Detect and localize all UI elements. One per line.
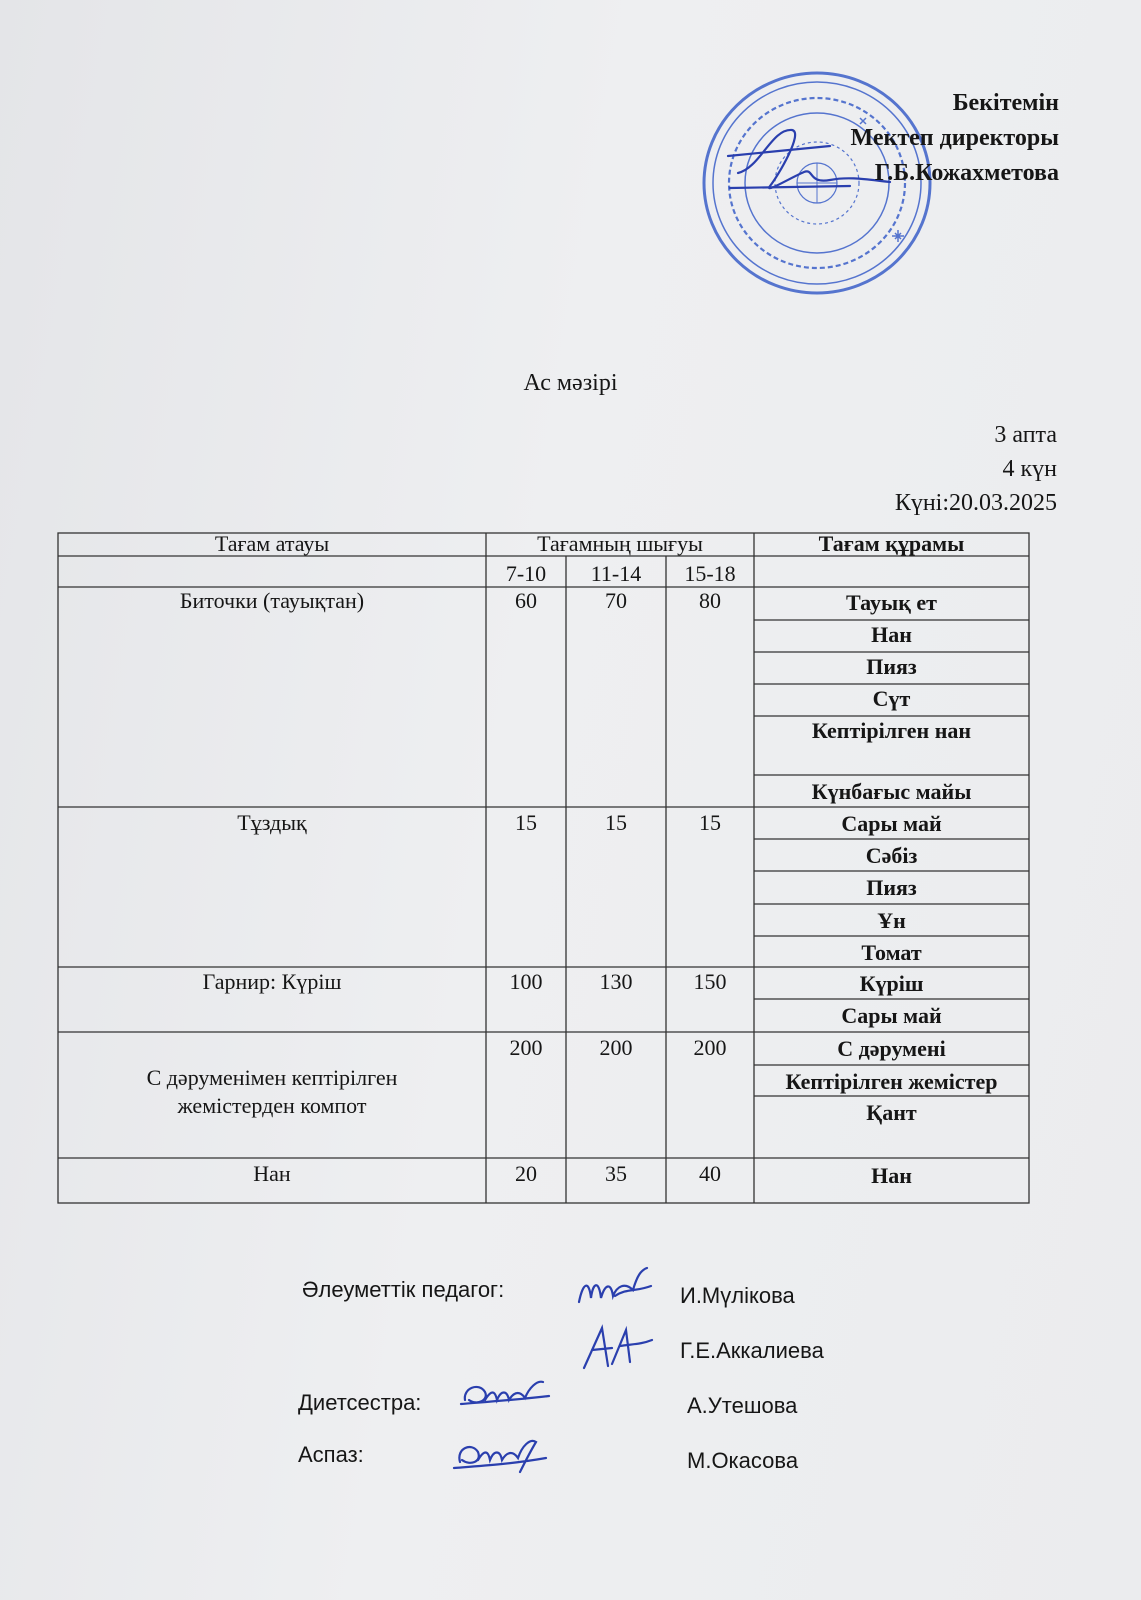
header-composition: Тағам құрамы (818, 531, 965, 556)
approval-title: Бекітемін (952, 90, 1059, 116)
header-dish-name: Тағам атауы (214, 531, 330, 556)
portion-15-18: 200 (693, 1035, 727, 1060)
portion-7-10: 60 (515, 588, 537, 613)
signature-uteshova (455, 1370, 555, 1416)
ingredient: Сәбіз (865, 843, 918, 868)
week-label: 3 апта (994, 422, 1057, 448)
dish-name: Гарнир: Күріш (202, 969, 342, 994)
approval-block (851, 86, 1059, 191)
signature-okasova (450, 1428, 550, 1478)
day-label: 4 күн (1002, 456, 1057, 482)
social-pedagogue-label: Әлеуметтік педагог: (302, 1277, 505, 1302)
portion-11-14: 200 (599, 1035, 633, 1060)
cook-label: Аспаз: (298, 1442, 364, 1467)
dish-name: Тұздық (237, 810, 307, 835)
dish-name-line2: жемістерден компот (177, 1093, 367, 1118)
age-group-7-10: 7-10 (505, 561, 547, 586)
portion-11-14: 35 (605, 1161, 627, 1186)
portion-11-14: 70 (605, 588, 627, 613)
social-pedagogue-name-2: Г.Е.Аккалиева (680, 1338, 824, 1363)
portion-15-18: 150 (693, 969, 727, 994)
signature-akkalieva (578, 1320, 658, 1376)
portion-7-10: 20 (515, 1161, 537, 1186)
dish-name: Биточки (тауықтан) (179, 588, 365, 613)
ingredient: Кептірілген жемістер (785, 1069, 998, 1094)
portion-7-10: 100 (509, 969, 543, 994)
dish-name-line1: С дәруменімен кептірілген (146, 1065, 398, 1090)
approval-director-name: Г.Б.Кожахметова (874, 160, 1059, 186)
ingredient: Ұн (877, 908, 906, 933)
social-pedagogue-name-1: И.Мүлікова (680, 1283, 795, 1308)
portion-15-18: 15 (699, 810, 721, 835)
dish-name: Нан (253, 1161, 291, 1186)
portion-11-14: 15 (605, 810, 627, 835)
ingredient: С дәрумені (837, 1036, 946, 1061)
ingredient: Кептірілген нан (811, 718, 972, 743)
portion-15-18: 80 (699, 588, 721, 613)
header-output: Тағамның шығуы (537, 531, 703, 556)
date-label: Күні:20.03.2025 (894, 490, 1057, 516)
portion-15-18: 40 (699, 1161, 721, 1186)
ingredient: Нан (871, 622, 912, 647)
portion-7-10: 200 (509, 1035, 543, 1060)
menu-table (57, 532, 1050, 1221)
ingredient: Сары май (841, 1003, 942, 1028)
ingredient: Сары май (841, 811, 942, 836)
ingredient: Күнбағыс майы (811, 779, 972, 804)
portion-7-10: 15 (515, 810, 537, 835)
ingredient: Күріш (859, 971, 924, 996)
ingredient: Нан (871, 1163, 912, 1188)
signature-mulikova (575, 1262, 655, 1312)
cook-name: М.Окасова (687, 1448, 799, 1473)
ingredient: Тауық ет (846, 590, 937, 615)
menu-meta (895, 418, 1057, 520)
nurse-label: Диетсестра: (298, 1390, 422, 1415)
ingredient: Қант (866, 1100, 917, 1125)
age-group-11-14: 11-14 (590, 561, 642, 586)
age-group-15-18: 15-18 (684, 561, 736, 586)
ingredient: Томат (861, 940, 922, 965)
approval-position: Мектеп директоры (850, 125, 1059, 151)
portion-11-14: 130 (599, 969, 633, 994)
ingredient: Пияз (866, 654, 917, 679)
ingredient: Сүт (872, 686, 911, 711)
document-title: Ас мәзірі (523, 370, 618, 396)
ingredient: Пияз (866, 875, 917, 900)
nurse-name: А.Утешова (687, 1393, 798, 1418)
